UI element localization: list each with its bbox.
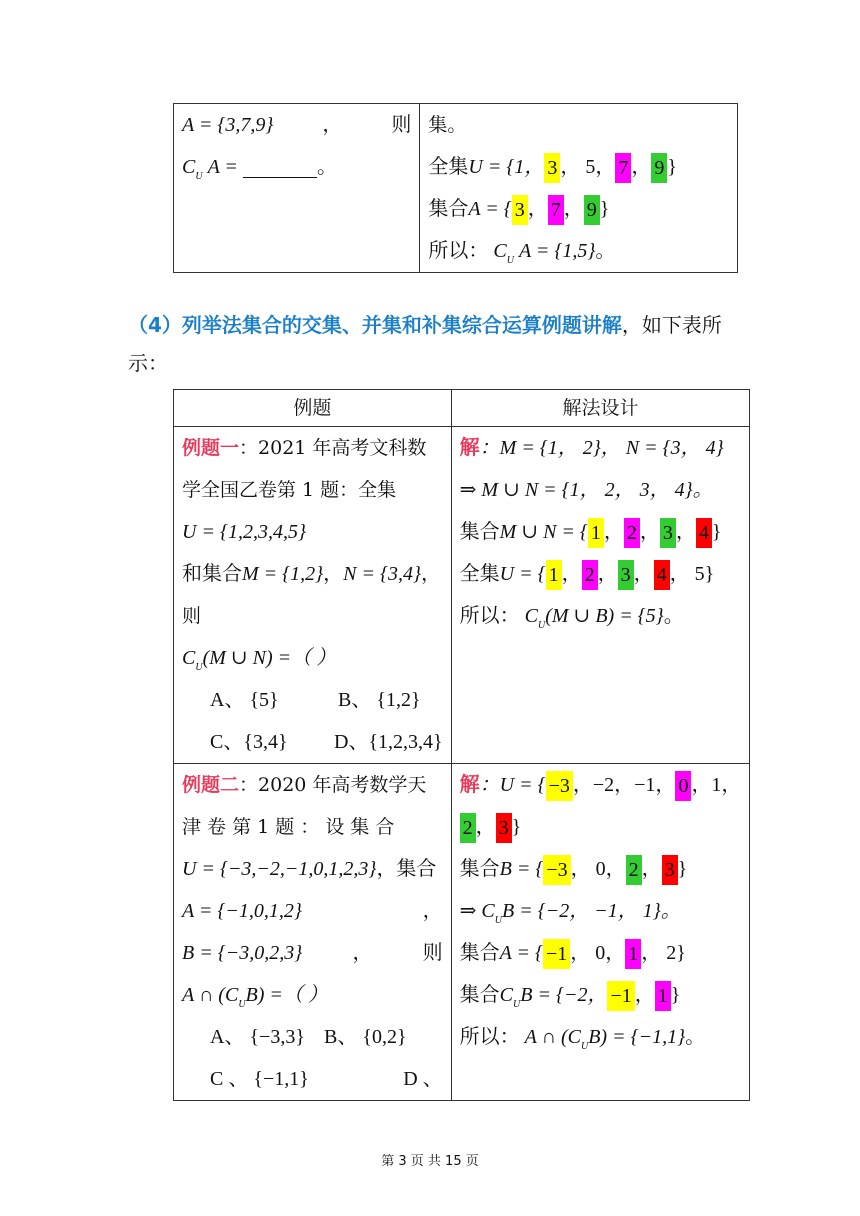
ex1-options-cd	[182, 721, 443, 763]
sol2-line4	[460, 890, 742, 932]
sol1-line1	[460, 427, 742, 469]
header-solution: 解法设计	[451, 390, 750, 427]
label-set: 集合	[459, 858, 500, 880]
heading-blue: （4）列举法集合的交集、并集和补集综合运算例题讲解	[128, 313, 622, 337]
brace: }	[511, 816, 522, 838]
ex1-line6	[182, 637, 443, 679]
sol1-line5	[460, 595, 742, 637]
brace: }	[667, 156, 677, 178]
sep: ，	[634, 984, 655, 1006]
hl-1: 1	[655, 981, 671, 1011]
sep: ，	[641, 858, 662, 880]
subscript-u: U	[538, 620, 546, 631]
hl-3: 3	[662, 855, 678, 885]
option-c: C 、 {−1,1}	[210, 1068, 309, 1090]
top-left-cell	[174, 104, 420, 273]
question: B) =（ ）	[245, 984, 328, 1006]
a-expr: A = {	[468, 198, 512, 220]
option-b: B、 {0,2}	[324, 1026, 407, 1048]
complement-c: C	[182, 647, 196, 669]
subscript-u: U	[195, 662, 203, 673]
sol2-line2	[460, 806, 742, 848]
sol2-line6	[460, 974, 742, 1016]
ex2-line1	[182, 764, 443, 806]
complement-c: C	[493, 240, 507, 262]
sep: ，	[597, 563, 618, 585]
result: B) = {−1,1}	[588, 1026, 686, 1048]
top-right-line2	[428, 146, 729, 188]
sol2-line7	[460, 1016, 742, 1058]
sep: ，	[352, 942, 373, 964]
u-set: U = {−3,−2,−1,0,1,2,3}	[182, 858, 377, 880]
a-set: A = {−1,0,1,2}	[182, 900, 302, 922]
tail: ， 5}	[669, 563, 715, 585]
ex1-options-ab	[182, 679, 443, 721]
label-set: 集合	[459, 521, 500, 543]
result: (M ∪ B) = {5}	[545, 605, 664, 627]
expr: M ∪ N = {	[499, 521, 588, 543]
label-set: 集合	[428, 198, 469, 220]
hl-neg1: −1	[607, 981, 634, 1011]
top-right-line3	[428, 188, 729, 230]
hl-3: 3	[544, 153, 560, 183]
header-example: 例题	[174, 390, 452, 427]
hl-3: 3	[496, 813, 512, 843]
label-universal: 全集	[428, 156, 469, 178]
set-a: A = {3,7,9}	[182, 114, 274, 136]
hl-1: 1	[588, 518, 604, 548]
ex2-options-ab	[182, 1016, 443, 1058]
heading-rest: ，如下表所示：	[128, 313, 722, 375]
period: 。	[595, 240, 616, 262]
sep: ，	[675, 521, 696, 543]
brace: }	[599, 198, 610, 220]
examples-table	[173, 389, 750, 1101]
hl-9: 9	[584, 195, 600, 225]
comma: ，	[322, 114, 343, 136]
hl-1: 1	[625, 939, 641, 969]
sep: ，	[561, 563, 582, 585]
b-set: B = {−3,0,2,3}	[182, 942, 303, 964]
hl-9: 9	[651, 153, 667, 183]
sep: ，	[633, 563, 654, 585]
complement-c: ⇒ C	[459, 900, 495, 922]
tail: ，1，	[691, 774, 742, 796]
hl-0: 0	[675, 771, 691, 801]
subscript-u: U	[513, 999, 521, 1010]
solution-label: 解	[459, 774, 480, 796]
ex1-line2: 学全国乙卷第 1 题：全集	[182, 479, 397, 501]
top-right-line1: 集。	[428, 114, 467, 136]
subscript-u: U	[506, 255, 514, 266]
sol2-line1	[460, 764, 742, 806]
hl-2: 2	[460, 813, 476, 843]
ex2-text: ：2020 年高考数学天	[239, 774, 427, 796]
sep: ，	[563, 198, 584, 220]
hl-4: 4	[696, 518, 712, 548]
complement-c: C	[182, 156, 196, 178]
section-heading	[128, 306, 748, 382]
sep: ， 5，	[560, 156, 616, 178]
top-right-cell	[420, 104, 738, 273]
subscript-u: U	[238, 999, 246, 1010]
ex2-line3	[182, 848, 443, 890]
page-footer: 第 3 页 共 15 页	[381, 1154, 479, 1169]
sol1-line4	[460, 553, 742, 595]
complement-c: C	[524, 605, 538, 627]
solution2-cell	[451, 764, 750, 1101]
ex1-line1	[182, 427, 443, 469]
top-right-line4	[428, 230, 729, 272]
solution1-cell	[451, 427, 750, 764]
period: 。	[663, 605, 684, 627]
expr: U = {	[499, 563, 546, 585]
option-d: D、{1,2,3,4}	[334, 731, 443, 753]
label-therefore: 所以：	[428, 240, 489, 262]
tail: ， 2}	[641, 942, 686, 964]
answer-blank	[243, 159, 317, 178]
expr: A = {	[499, 942, 544, 964]
hl-neg3: −3	[543, 855, 570, 885]
example2-label: 例题二	[182, 774, 240, 796]
label-set: 集合	[459, 984, 500, 1006]
hl-neg3: −3	[546, 771, 573, 801]
expr: B = {−2，	[520, 984, 608, 1006]
sep: ，	[421, 563, 441, 585]
result: B = {−2， −1， 1}。	[502, 900, 681, 922]
ex2-line6	[182, 974, 443, 1016]
text: 和集合	[182, 563, 242, 585]
period: 。	[316, 156, 337, 178]
sol2-line3	[460, 848, 742, 890]
subscript-u: U	[195, 171, 203, 182]
ex2-line5	[182, 932, 443, 974]
u-expr: U = {1，	[468, 156, 545, 178]
m-set: M = {1,2}	[242, 563, 324, 585]
sol1-line2: ⇒ M ∪ N = {1， 2， 3， 4}。	[459, 479, 713, 501]
sep: ，	[422, 900, 443, 922]
then-word: 则	[391, 114, 412, 136]
label-set: 集合	[459, 942, 500, 964]
mid: ， 0，	[570, 942, 626, 964]
hl-2: 2	[582, 560, 598, 590]
sep: ，	[639, 521, 660, 543]
text: ，集合	[376, 858, 437, 880]
result: A = {1,5}	[518, 240, 596, 262]
hl-7: 7	[548, 195, 564, 225]
hl-3: 3	[512, 195, 528, 225]
subscript-u: U	[494, 915, 502, 926]
solution-label: 解	[459, 437, 480, 459]
top-table	[173, 103, 738, 273]
brace: }	[711, 521, 722, 543]
ex2-line4	[182, 890, 443, 932]
sep: ，	[527, 198, 548, 220]
expr: A ∩ (C	[182, 984, 239, 1006]
example1-label: 例题一	[182, 437, 240, 459]
expr: B = {	[499, 858, 544, 880]
brace: }	[670, 984, 681, 1006]
question: (M ∪ N) =（ ）	[202, 647, 337, 669]
hl-1: 1	[546, 560, 562, 590]
expr: ：U = {	[479, 774, 546, 796]
sep: ，	[475, 816, 496, 838]
brace: }	[677, 858, 688, 880]
then-word: 则	[422, 942, 443, 964]
n-set: N = {3,4}	[343, 563, 421, 585]
hl-2: 2	[626, 855, 642, 885]
hl-3: 3	[660, 518, 676, 548]
sep: ，	[323, 563, 344, 585]
label-universal: 全集	[459, 563, 500, 585]
sol1-line3	[460, 511, 742, 553]
text: ：M = {1， 2}， N = {3， 4}	[479, 437, 724, 459]
expr: A ∩ (C	[524, 1026, 581, 1048]
sep: ，	[603, 521, 624, 543]
label-therefore: 所以：	[459, 1026, 520, 1048]
mid: ， 0，	[570, 858, 626, 880]
sol2-line5	[460, 932, 742, 974]
sep: ，	[631, 156, 652, 178]
hl-2: 2	[624, 518, 640, 548]
hl-neg1: −1	[543, 939, 570, 969]
mid: ，−2，−1，	[572, 774, 676, 796]
option-b: B、 {1,2}	[338, 689, 421, 711]
example2-cell	[174, 764, 452, 1101]
ex2-line2: 津 卷 第 1 题 ： 设 集 合	[182, 816, 395, 838]
ex1-line4	[182, 553, 443, 595]
option-d: D 、	[403, 1068, 443, 1090]
hl-4: 4	[654, 560, 670, 590]
complement-a: A =	[207, 156, 238, 178]
hl-3: 3	[618, 560, 634, 590]
ex1-text: ：2021 年高考文科数	[239, 437, 427, 459]
top-left-line1	[182, 104, 411, 146]
ex2-options-cd	[182, 1058, 443, 1100]
hl-7: 7	[615, 153, 631, 183]
subscript-u: U	[580, 1041, 589, 1052]
option-c: C、{3,4}	[210, 731, 288, 753]
complement-c: C	[499, 984, 513, 1006]
option-a: A、 {−3,3}	[210, 1026, 305, 1048]
ex1-line3: U = {1,2,3,4,5}	[182, 521, 306, 543]
period: 。	[685, 1026, 706, 1048]
example1-cell	[174, 427, 452, 764]
label-therefore: 所以：	[459, 605, 520, 627]
top-left-line2	[182, 146, 411, 188]
option-a: A、 {5}	[210, 689, 279, 711]
ex1-line5: 则	[182, 605, 202, 627]
